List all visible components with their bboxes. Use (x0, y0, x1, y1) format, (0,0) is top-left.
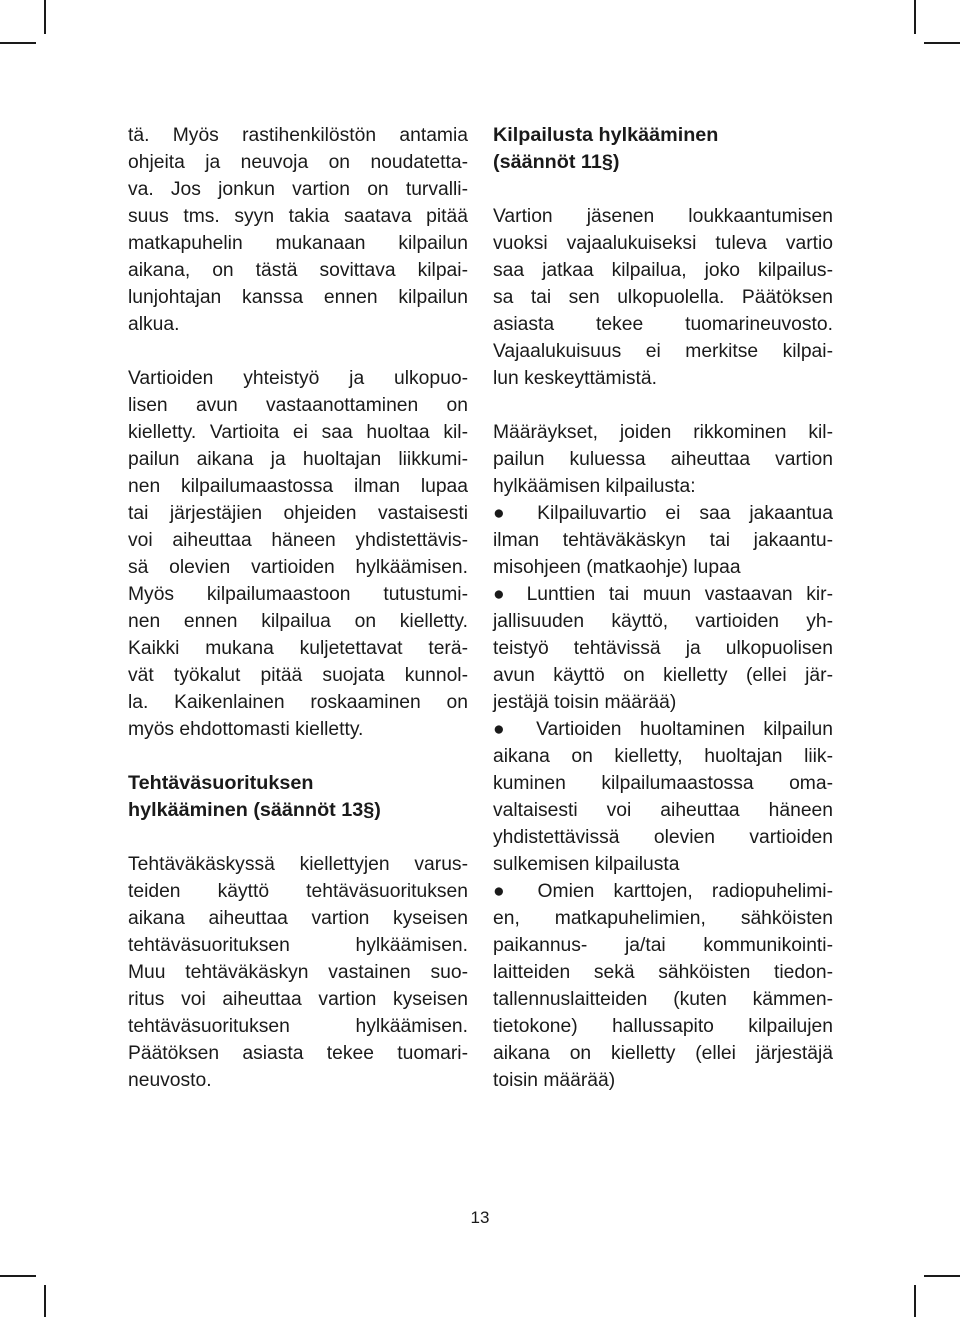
text-line: sulkemisen kilpailusta (493, 854, 680, 875)
text-line: tai järjestäjien ohjeiden vastaisesti (128, 503, 468, 524)
text-line: Vartion jäsenen loukkaantumisen (493, 206, 833, 227)
text-line: tehtäväsuorituksen hylkäämisen. (128, 1016, 468, 1037)
text-line: ilman tehtäväkäskyn tai jakaantu- (493, 530, 833, 551)
text-line: paikannus- ja/tai kommunikointi- (493, 935, 833, 956)
text-line: teiden käyttö tehtäväsuorituksen (128, 881, 468, 902)
paragraph (493, 203, 833, 392)
crop-mark (924, 1275, 960, 1277)
text-line: tä. Myös rastihenkilöstön antamia (128, 125, 468, 146)
text-line: myös ehdottomasti kielletty. (128, 719, 364, 740)
page-number: 13 (470, 1208, 490, 1227)
text-line: sä olevien vartioiden hylkäämisen. (128, 557, 468, 578)
text-line: ● Kilpailuvartio ei saa jakaantua (493, 503, 833, 524)
text-line: laitteiden sekä sähköisten tiedon- (493, 962, 833, 983)
text-line: pailun aikana ja huoltajan liikkumi- (128, 449, 468, 470)
paragraph-gap (493, 392, 833, 419)
text-line: lisen avun vastaanottaminen on (128, 395, 468, 416)
text-line: suus tms. syyn takia saatava pitää (128, 206, 468, 227)
text-line: misohjeen (matkaohje) lupaa (493, 557, 741, 578)
text-line: (säännöt 11§) (493, 151, 620, 173)
crop-mark (0, 1275, 36, 1277)
text-line: Päätöksen asiasta tekee tuomari- (128, 1043, 468, 1064)
text-line: tallennuslaitteiden (kuten kämmen- (493, 989, 833, 1010)
text-line: vät työkalut pitää suojata kunnol- (128, 665, 468, 686)
text-line: nen ennen kilpailua on kielletty. (128, 611, 468, 632)
crop-mark (924, 42, 960, 44)
text-line: kielletty. Vartioita ei saa huoltaa kil- (128, 422, 468, 443)
text-line: va. Jos jonkun vartion on turvalli- (128, 179, 468, 200)
text-line: lun keskeyttämistä. (493, 368, 657, 389)
text-line: Tehtäväkäskyssä kiellettyjen varus- (128, 854, 468, 875)
text-line: Myös kilpailumaastoon tutustumi- (128, 584, 468, 605)
text-line: aikana on kielletty, huoltajan liik- (493, 746, 833, 767)
paragraph-gap (128, 743, 468, 770)
text-line: Kaikki mukana kuljetettavat terä- (128, 638, 468, 659)
text-line: Kilpailusta hylkääminen (493, 124, 719, 146)
text-line: Määräykset, joiden rikkominen kil- (493, 422, 833, 443)
text-line: saa jatkaa kilpailua, joko kilpailus- (493, 260, 833, 281)
text-line: Vajaalukuisuus ei merkitse kilpai- (493, 341, 833, 362)
right-text-column (493, 122, 833, 1094)
crop-mark (0, 42, 36, 44)
text-line: alkua. (128, 314, 180, 335)
left-text-column (128, 122, 468, 1094)
text-line: ● Omien karttojen, radiopuhelimi- (493, 881, 833, 902)
text-line: aikana aiheuttaa vartion kyseisen (128, 908, 468, 929)
text-line: nen kilpailumaastossa ilman lupaa (128, 476, 468, 497)
crop-mark (914, 0, 916, 34)
paragraph (128, 365, 468, 743)
text-line: aikana on kielletty (ellei järjestäjä (493, 1043, 833, 1064)
text-line: jestäjä toisin määrää) (493, 692, 677, 713)
text-line: Vartioiden yhteistyö ja ulkopuo- (128, 368, 468, 389)
text-line: sa tai sen ulkopuolella. Päätöksen (493, 287, 833, 308)
text-line: ritus voi aiheuttaa vartion kyseisen (128, 989, 468, 1010)
text-line: la. Kaikenlainen roskaaminen on (128, 692, 468, 713)
section-heading (493, 122, 833, 176)
text-line: Tehtäväsuorituksen (128, 772, 314, 794)
text-line: toisin määrää) (493, 1070, 616, 1091)
paragraph-gap (493, 176, 833, 203)
text-line: voi aiheuttaa häneen yhdistettävis- (128, 530, 468, 551)
text-line: jallisuuden käyttö, vartioiden yh- (493, 611, 833, 632)
text-line: hylkäämisen kilpailusta: (493, 476, 696, 497)
text-line: ● Vartioiden huoltaminen kilpailun (493, 719, 833, 740)
text-line: teistyö tehtävissä ja ulkopuolisen (493, 638, 833, 659)
text-line: neuvosto. (128, 1070, 212, 1091)
text-line: aikana, on tästä sovittava kilpai- (128, 260, 468, 281)
text-line: lunjohtajan kanssa ennen kilpailun (128, 287, 468, 308)
text-line: valtaisesti voi aiheuttaa häneen (493, 800, 833, 821)
text-line: Muu tehtäväkäskyn vastainen suo- (128, 962, 468, 983)
paragraph (493, 419, 833, 1094)
text-line: pailun kuluessa aiheuttaa vartion (493, 449, 833, 470)
paragraph-gap (128, 824, 468, 851)
text-line: matkapuhelin mukanaan kilpailun (128, 233, 468, 254)
text-line: hylkääminen (säännöt 13§) (128, 799, 381, 821)
text-line: avun käyttö on kielletty (ellei jär- (493, 665, 833, 686)
crop-mark (44, 0, 46, 34)
crop-mark (44, 1285, 46, 1317)
text-line: ● Lunttien tai muun vastaavan kir- (493, 584, 833, 605)
paragraph-gap (128, 338, 468, 365)
text-line: kuminen kilpailumaastossa oma- (493, 773, 833, 794)
text-line: tehtäväsuorituksen hylkäämisen. (128, 935, 468, 956)
text-line: en, matkapuhelimien, sähköisten (493, 908, 833, 929)
text-line: tietokone) hallussapito kilpailujen (493, 1016, 833, 1037)
text-line: asiasta tekee tuomarineuvosto. (493, 314, 833, 335)
paragraph (128, 122, 468, 338)
crop-mark (914, 1285, 916, 1317)
paragraph (128, 851, 468, 1094)
text-line: vuoksi vajaalukuiseksi tuleva vartio (493, 233, 833, 254)
text-line: yhdistettävissä olevien vartioiden (493, 827, 833, 848)
section-heading (128, 770, 468, 824)
text-line: ohjeita ja neuvoja on noudatetta- (128, 152, 468, 173)
